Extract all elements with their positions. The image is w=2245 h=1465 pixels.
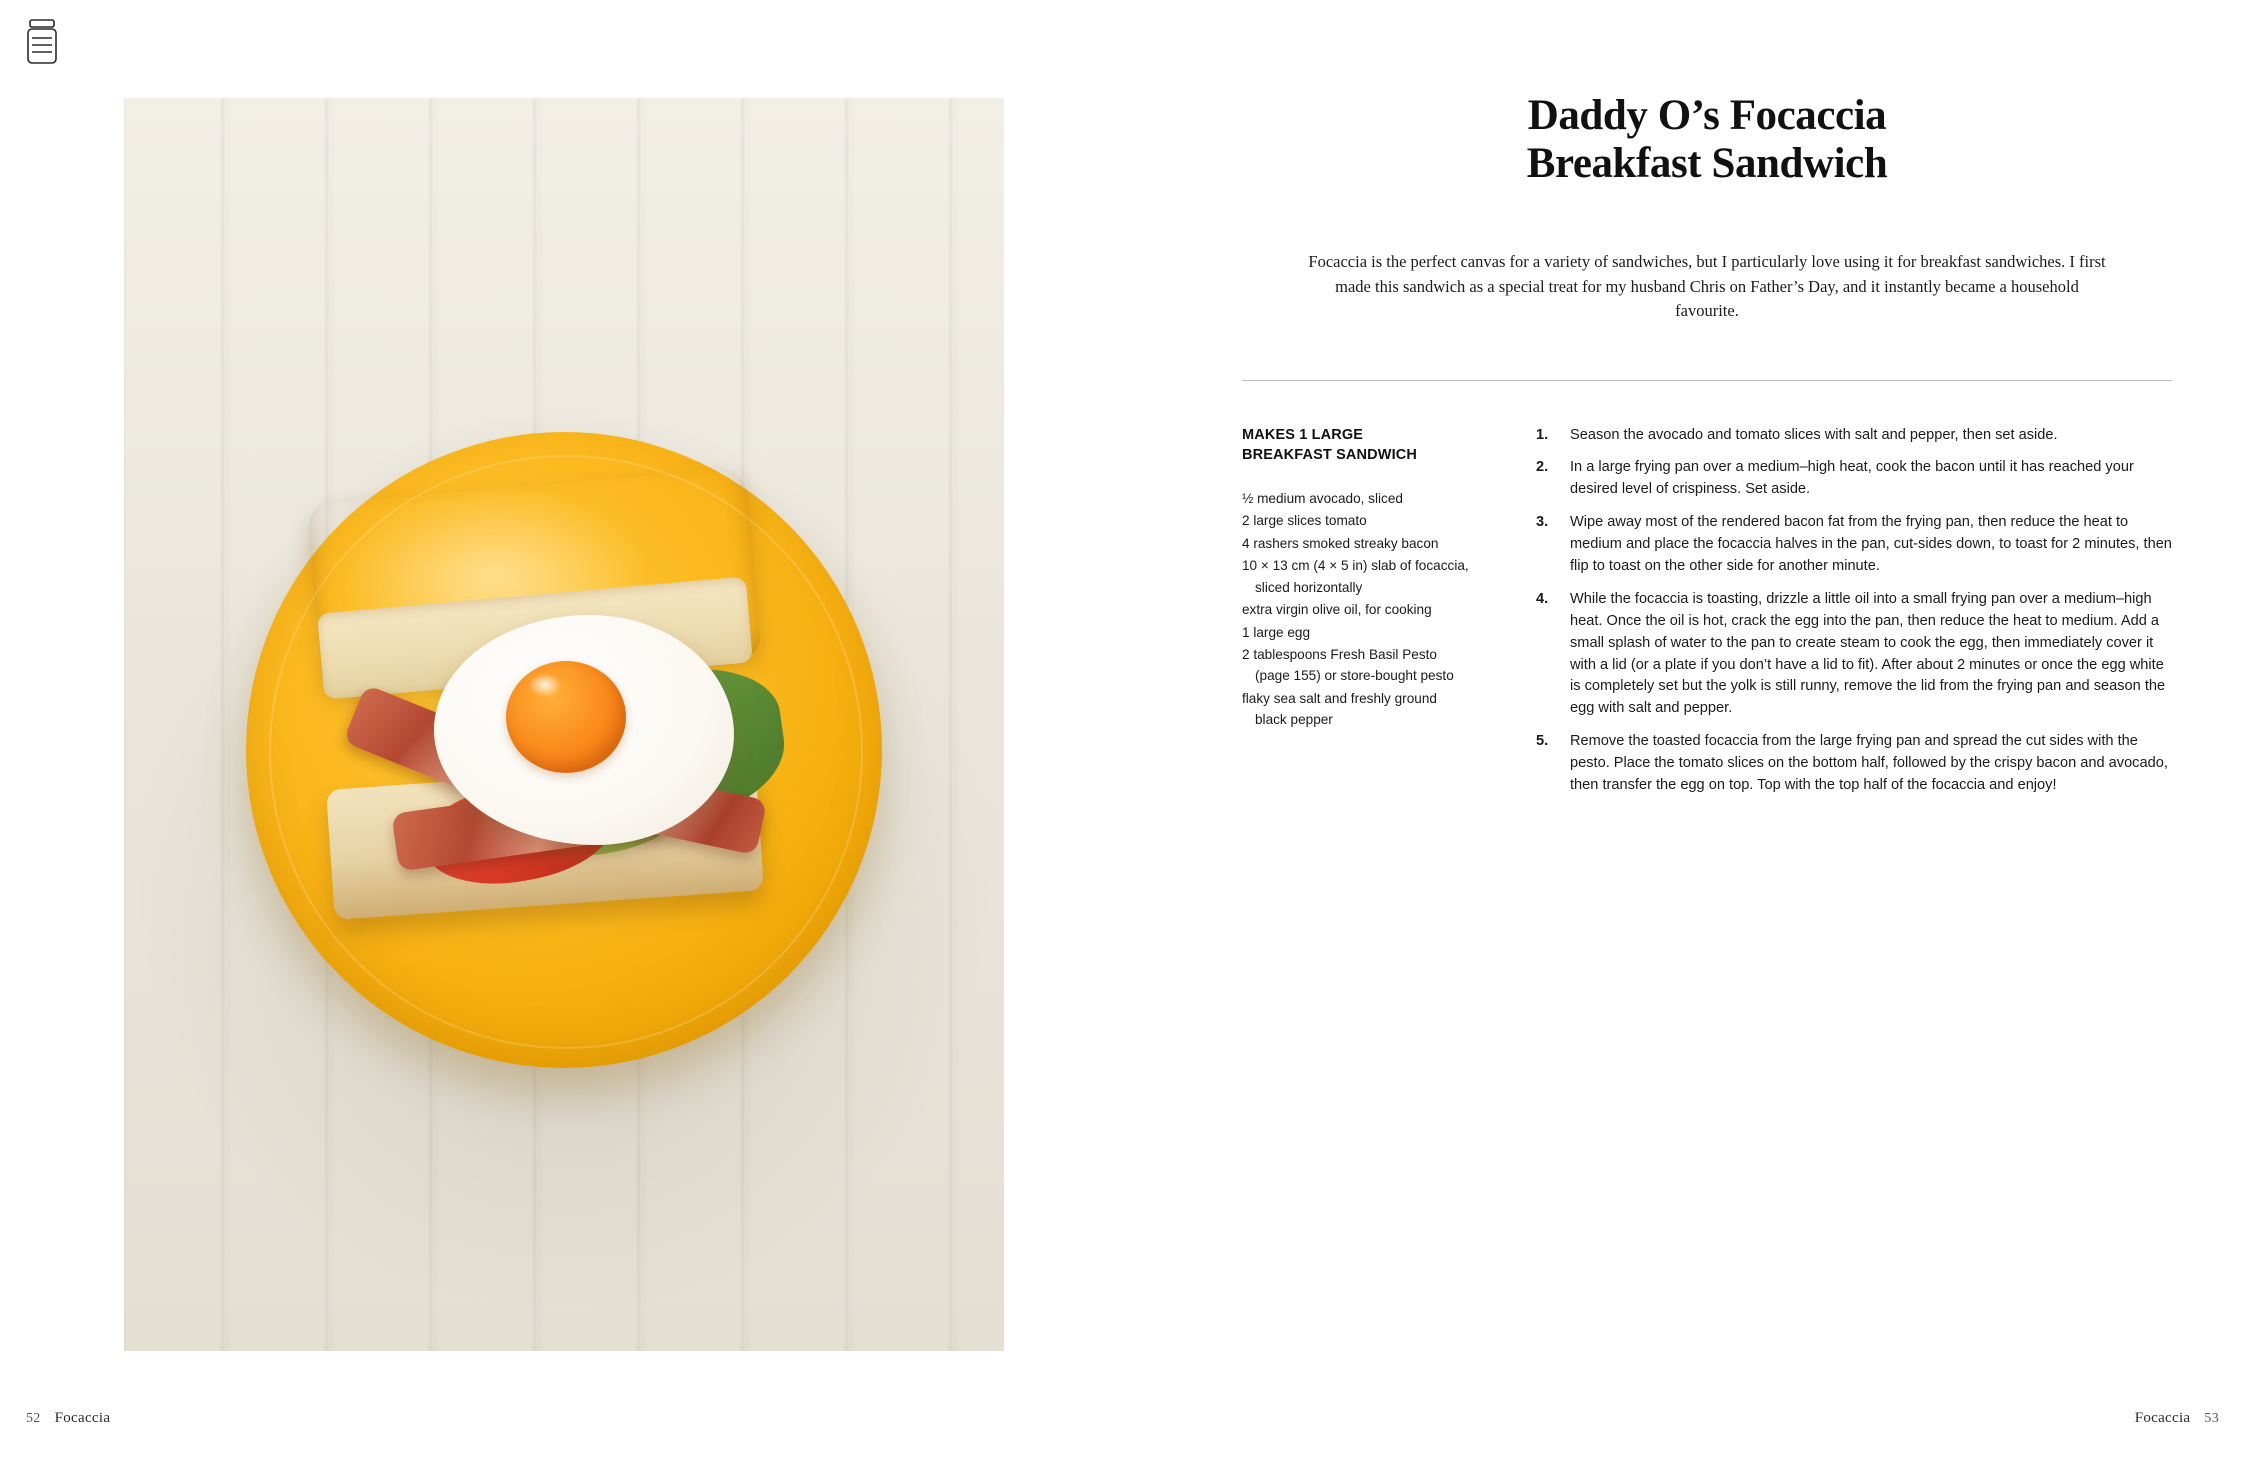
makes-line1: MAKES 1 LARGE: [1242, 426, 1364, 443]
step-number: 5.: [1536, 733, 1549, 750]
step-text: Remove the toasted focaccia from the large frying pan and spread the cut sides with the pesto. Place the tomato slices on the bottom half, followed by the crispy bacon and avocado, then transfer the egg on top. Top with the top half of the focaccia and enjoy!: [1570, 733, 2168, 793]
method-list: [1536, 425, 2172, 797]
step-number: 1.: [1536, 426, 1549, 443]
page-number-left: 52: [26, 1411, 41, 1426]
step-text: Wipe away most of the rendered bacon fat from the frying pan, then reduce the heat to medium and place the focaccia halves in the pan, cut-sides down, to toast for 2 minutes, then flip to toast on the other side for another minute.: [1570, 514, 2172, 574]
step-text: In a large frying pan over a medium–high heat, cook the bacon until it has reached your desired level of crispiness. Set aside.: [1570, 459, 2134, 498]
recipe-title-line2: Breakfast Sandwich: [1526, 140, 1888, 188]
list-item: [1536, 425, 2172, 447]
makes-heading: [1242, 425, 1472, 466]
makes-line2: BREAKFAST SANDWICH: [1242, 447, 1417, 464]
chapter-label-right: Focaccia: [2134, 1410, 2191, 1426]
step-number: 2.: [1536, 459, 1549, 476]
recipe-intro: Focaccia is the perfect canvas for a variety of sandwiches, but I particularly love using it for breakfast sandwiches. I first made this sandwich as a special treat for my husband Chris on Father’s Day, and it instantly became a household favourite.: [1308, 252, 2106, 321]
ingredients-column: [1242, 425, 1472, 808]
list-item: [1536, 512, 2172, 578]
divider: [1242, 380, 2172, 381]
step-number: 3.: [1536, 514, 1549, 531]
list-item: [1536, 457, 2172, 501]
list-item: ½ medium avocado, sliced: [1242, 490, 1403, 506]
page-number-right: 53: [2204, 1411, 2219, 1426]
list-item: extra virgin olive oil, for cooking: [1242, 602, 1432, 618]
method-column: [1536, 425, 2172, 808]
list-item: 2 large slices tomato: [1242, 513, 1367, 529]
step-text: Season the avocado and tomato slices with salt and pepper, then set aside.: [1570, 426, 2058, 443]
folio-left: [26, 1410, 110, 1427]
list-item: flaky sea salt and freshly ground black pepper: [1242, 690, 1437, 728]
list-item: 1 large egg: [1242, 624, 1311, 640]
right-page: [1122, 0, 2245, 1465]
egg-yolk: [506, 661, 626, 773]
list-item: [1536, 589, 2172, 720]
recipe-body: [1242, 425, 2172, 808]
recipe-photo: [124, 98, 1004, 1351]
list-item: [1536, 731, 2172, 797]
step-number: 4.: [1536, 590, 1549, 607]
recipe-title-line1: Daddy O’s Focaccia: [1527, 92, 1887, 139]
list-item: 4 rashers smoked streaky bacon: [1242, 535, 1439, 551]
page-title: [1327, 92, 2087, 188]
list-item: 10 × 13 cm (4 × 5 in) slab of focaccia, sliced horizontally: [1242, 558, 1469, 595]
ingredients-list: [1242, 488, 1472, 731]
folio-right: [2135, 1410, 2219, 1427]
breakfast-sandwich: [274, 475, 834, 955]
left-page: [0, 0, 1122, 1465]
jar-icon: [22, 18, 62, 74]
list-item: 2 tablespoons Fresh Basil Pesto (page 155) or store-bought pesto: [1242, 646, 1454, 684]
egg-yolk-highlight: [528, 673, 562, 697]
chapter-label-left: Focaccia: [54, 1410, 111, 1426]
step-text: While the focaccia is toasting, drizzle a little oil into a small frying pan over a medium–high heat. Once the oil is hot, crack the egg into the pan, then reduce the heat to medium. Add a small splash of water to the pan to create steam to cook the egg, then immediately cover it with a lid (or a plate if you don’t have a lid to fit). After about 2 minutes or once the egg white is completely set but the yolk is still runny, remove the lid from the frying pan and season the egg with salt and pepper.: [1570, 590, 2166, 717]
